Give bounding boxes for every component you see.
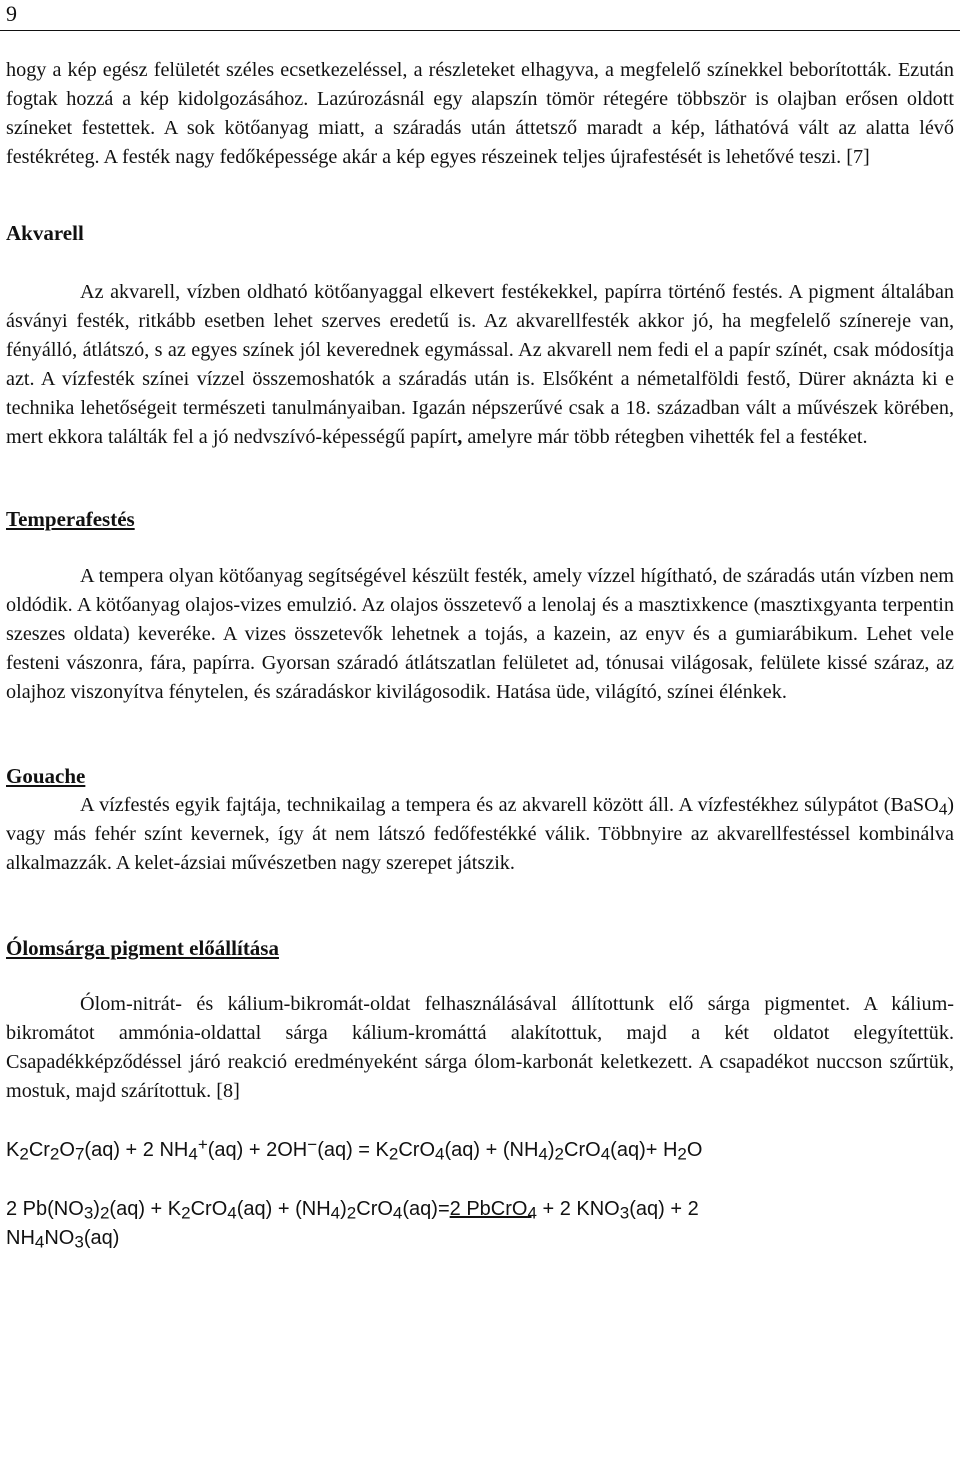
section-heading-tempera: Temperafestés [6, 507, 135, 531]
intro-paragraph: hogy a kép egész felületét széles ecsetkezeléssel, a részleteket elhagyva, a megfelelő színekkel beborították. Ezután fogtak hozzá a kép kidolgozásához. Lazúrozásnál egy alapszín tömör rétegére többször is olajban erősen oldott színeket festettek. A sok kötőanyag miatt, a száradás után áttetsző maradt a kép, láthatóvá vált az alatta lévő festékréteg. A festék nagy fedőképessége akár a kép egyes részeinek teljes újrafestését is lehetővé teszi. [7] [6, 59, 954, 168]
olomsarga-paragraph: Ólom-nitrát- és kálium-bikromát-oldat felhasználásával állítottunk elő sárga pigmentet. A kálium-bikromátot ammónia-oldattal sárga kálium-kromáttá alakítottuk, majd a két oldatot elegyítettük. Csapadékképződéssel járó reakció eredményeként sárga ólom-karbonát keletkezett. A csapadékot nuccson szűrtük, mostuk, majd szárítottuk. [8] [6, 993, 954, 1102]
akvarell-text: Az akvarell, vízben oldható kötőanyaggal elkevert festékekkel, papírra történő festés. A pigment általában ásványi festék, ritkább esetben lehet szerves eredetű is. Az akvarellfesték akkor jó, ha megfelelő színereje van, fényálló, átlátszó, s az egyes színek jól keverednek egymással. Az akvarell nem fedi el a papír színét, csak módosítja azt. A vízfesték színei vízzel összemoshatók a száradás után is. Elsőként a németalföldi festő, Dürer aknázta ki e technika lehetőségeit természeti tanulmányaiban. Igazán népszerűvé csak a 18. században vált a művészek körében, mert ekkora találták fel a jó nedvszívó-képességű papírt [6, 281, 954, 448]
gouache-subscript: 4 [938, 799, 948, 819]
section-heading-olomsarga: Ólomsárga pigment előállítása [6, 936, 279, 960]
tempera-paragraph: A tempera olyan kötőanyag segítségével készült festék, amely vízzel hígítható, de száradás után vízben nem oldódik. A kötőanyag olajos-vizes emulzió. Az olajos összetevő a lenolaj és a masztixkence (masztixgyanta terpentin szeszes oldata) keveréke. A vizes összetevők lehetnek a tojás, a kazein, az enyv és a gumiarábikum. Lehet vele festeni vászonra, fára, papírra. Gyorsan száradó átlátszatlan felületet ad, tónusai világosak, felülete kissé száraz, az olajhoz viszonyítva fénytelen, és száradáskor kivilágosodik. Hatása üde, világító, színei élénkek. [6, 565, 954, 703]
gouache-paragraph [6, 791, 954, 878]
section-heading-gouache: Gouache [6, 764, 86, 788]
header-rule [0, 30, 960, 31]
chemical-equation-2: 2 $Pb(NO_3)_2(aq) + K_2CrO_4(aq) + (NH_4)_2CrO_4(aq)=2$ PbCrO$_4$ + 2 $KNO_3(aq) + 2$ $NH_4NO_3(aq)$ [6, 1198, 699, 1252]
document-body [6, 56, 954, 1253]
gouache-text: A vízfestés egyik fajtája, technikailag a tempera és az akvarell között áll. A vízfestékhez súlypátot (BaSO [80, 794, 939, 816]
akvarell-paragraph [6, 278, 954, 452]
akvarell-text-end: amelyre már több rétegben vihették fel a festéket. [462, 426, 868, 448]
gouache-text-end: ) vagy más fehér színt kevernek, így át nem látszó fedőfestékké válik. Többnyire az akvarellfestéssel kombinálva alkalmazzák. A kelet-ázsiai művészetben nagy szerepet játszik. [6, 794, 954, 874]
product-underlined: 2 PbCrO$_4$ [449, 1198, 537, 1223]
section-heading-akvarell: Akvarell [6, 221, 84, 245]
akvarell-bold-comma: , [457, 426, 463, 448]
chemical-equation-1: $K_2Cr_2O_7(aq) + 2$ $NH_4^+(aq) + 2OH^-(aq) = K_2CrO_4(aq) + (NH_4)_2CrO_4(aq)+ H_2O$ [6, 1135, 703, 1164]
page-number: 9 [6, 1, 17, 26]
